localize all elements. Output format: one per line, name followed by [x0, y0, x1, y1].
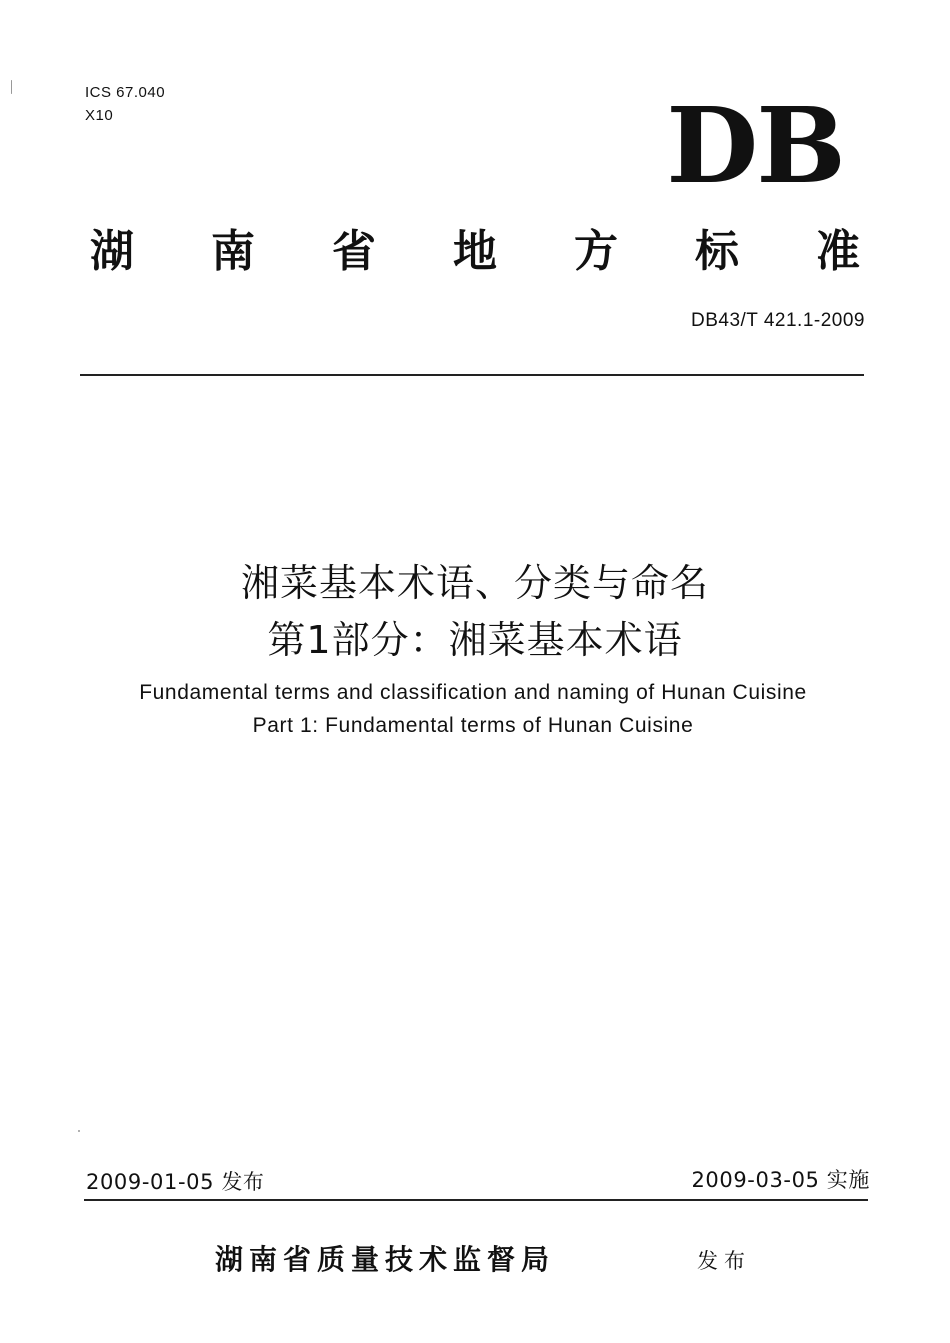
db-logo: DB — [666, 84, 844, 207]
title-english-line-1: Fundamental terms and classification and naming of Hunan Cuisine — [139, 681, 807, 704]
standard-number: DB43/T 421.1-2009 — [691, 310, 865, 331]
issue-date: 2009-01-05 发布 — [86, 1170, 265, 1194]
issuer-action: 发布 — [697, 1249, 751, 1273]
title-chinese-line-2: 第1部分：湘菜基本术语 — [267, 618, 683, 662]
scan-speck — [11, 80, 12, 94]
standard-type-char: 湖 — [90, 226, 134, 277]
standard-type-char: 准 — [816, 226, 860, 277]
implementation-date: 2009-03-05 实施 — [691, 1168, 870, 1192]
standard-type-char: 方 — [574, 226, 618, 277]
standard-type-char: 省 — [332, 226, 376, 277]
classification-code: X10 — [85, 107, 114, 124]
top-divider — [80, 374, 864, 376]
standard-type-char: 标 — [695, 226, 739, 277]
ics-code: ICS 67.040 — [85, 84, 166, 101]
scan-speck — [78, 1130, 80, 1132]
standard-type-heading — [90, 215, 860, 279]
bottom-divider — [84, 1199, 868, 1201]
issuing-authority: 湖南省质量技术监督局 — [215, 1243, 556, 1276]
title-english-line-2: Part 1: Fundamental terms of Hunan Cuisine — [252, 714, 694, 737]
title-chinese-line-1: 湘菜基本术语、分类与命名 — [240, 561, 709, 605]
standard-type-char: 南 — [211, 226, 255, 277]
standard-type-char: 地 — [453, 226, 497, 277]
